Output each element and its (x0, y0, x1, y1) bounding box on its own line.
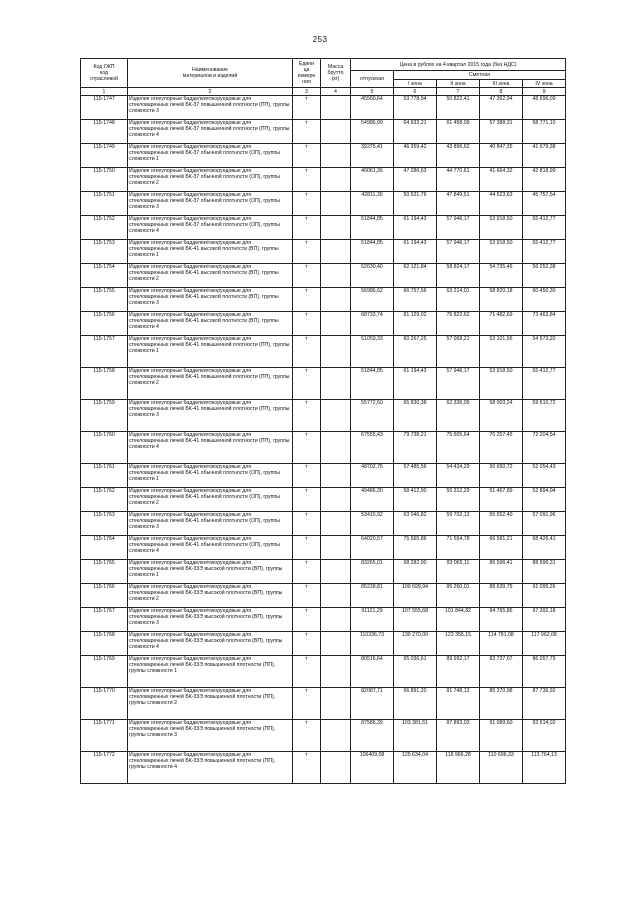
cell-name: Изделия огнеупорные бадделеитокорундовые для стекловаренных печей БК-41 обычной плотности (ОП), группы сложности 2 (128, 488, 293, 512)
cell-zone-2-price: 50 822,41 (437, 96, 480, 120)
cell-zone-1-price: 64 933,21 (394, 120, 437, 144)
cell-zone-4-price: 86 057,79 (523, 656, 566, 688)
header-name-line: материалов и изделий (182, 73, 238, 79)
cell-code: 115-1755 (81, 288, 128, 312)
cell-unit: т (293, 336, 321, 368)
cell-zone-2-price: 44 770,61 (437, 168, 480, 192)
cell-name: Изделия огнеупорные бадделеитокорундовые для стекловаренных печей БК-41 высокой плотности (ВП), группы сложности 1 (128, 240, 293, 264)
header-code-line: Код ОКП (93, 64, 115, 70)
cell-name: Изделия огнеупорные бадделеитокорундовые для стекловаренных печей БК-41 обычной плотности (ОП), группы сложности 1 (128, 464, 293, 488)
cell-zone-3-price: 54 735,46 (480, 264, 523, 288)
cell-unit: т (293, 608, 321, 632)
cell-mass (321, 584, 351, 608)
cell-zone-1-price: 103 381,51 (394, 720, 437, 752)
header-code-line: код (99, 70, 109, 76)
price-table (80, 58, 566, 784)
cell-release-price: 42811,30 (351, 192, 394, 216)
cell-zone-3-price: 41 664,32 (480, 168, 523, 192)
cell-zone-3-price: 53 101,56 (480, 336, 523, 368)
header-code-line: отраслевой (90, 76, 118, 82)
cell-zone-1-price: 57 485,56 (394, 464, 437, 488)
cell-zone-1-price: 60 267,25 (394, 336, 437, 368)
column-number: 7 (437, 88, 480, 96)
header-unit (293, 59, 321, 88)
cell-zone-2-price: 76 822,62 (437, 312, 480, 336)
cell-unit: т (293, 432, 321, 464)
cell-unit: т (293, 720, 321, 752)
cell-zone-4-price: 59 610,72 (523, 400, 566, 432)
cell-release-price: 110336,73 (351, 632, 394, 656)
cell-zone-4-price: 97 392,18 (523, 608, 566, 632)
cell-mass (321, 608, 351, 632)
cell-zone-1-price: 79 738,21 (394, 432, 437, 464)
cell-zone-2-price: 57 946,17 (437, 216, 480, 240)
cell-name: Изделия огнеупорные бадделеитокорундовые для стекловаренных печей БК-37 повышенной плотности (ПП), группы сложности 3 (128, 96, 293, 120)
cell-name: Изделия огнеупорные бадделеитокорундовые для стекловаренных печей БК-41 высокой плотности (ВП), группы сложности 2 (128, 264, 293, 288)
cell-zone-4-price: 57 091,96 (523, 512, 566, 536)
cell-name: Изделия огнеупорные бадделеитокорундовые для стекловаренных печей БК-37 обычной плотности (ОП), группы сложности 1 (128, 144, 293, 168)
cell-unit: т (293, 488, 321, 512)
cell-name: Изделия огнеупорные бадделеитокорундовые для стекловаренных печей БК-33Э повышенной плотности (ПП), группы сложности 3 (128, 720, 293, 752)
cell-zone-1-price: 61 194,43 (394, 240, 437, 264)
cell-code: 115-1754 (81, 264, 128, 288)
header-unit-line: ца (303, 67, 310, 73)
cell-unit: т (293, 584, 321, 608)
cell-zone-1-price: 95 036,61 (394, 656, 437, 688)
cell-release-price: 67555,43 (351, 432, 394, 464)
cell-zone-2-price: 91 748,13 (437, 688, 480, 720)
header-name-line: Наименование (192, 67, 228, 73)
cell-unit: т (293, 752, 321, 784)
cell-zone-3-price: 57 388,31 (480, 120, 523, 144)
table-row (81, 168, 566, 192)
cell-release-price: 91121,29 (351, 608, 394, 632)
table-row (81, 288, 566, 312)
cell-zone-2-price: 59 702,13 (437, 512, 480, 536)
cell-name: Изделия огнеупорные бадделеитокорундовые для стекловаренных печей БК-41 высокой плотности (ВП), группы сложности 3 (128, 288, 293, 312)
cell-mass (321, 288, 351, 312)
cell-name: Изделия огнеупорные бадделеитокорундовые для стекловаренных печей БК-41 обычной плотности (ОП), группы сложности 4 (128, 536, 293, 560)
cell-zone-2-price: 57 946,17 (437, 240, 480, 264)
cell-release-price: 68733,74 (351, 312, 394, 336)
cell-zone-4-price: 45 757,54 (523, 192, 566, 216)
cell-unit: т (293, 240, 321, 264)
cell-zone-1-price: 96 891,20 (394, 688, 437, 720)
header-unit-line: Едини (298, 61, 315, 67)
cell-zone-3-price: 110 696,33 (480, 752, 523, 784)
cell-zone-2-price: 75 505,64 (437, 432, 480, 464)
cell-zone-2-price: 123 355,15 (437, 632, 480, 656)
cell-mass (321, 656, 351, 688)
cell-code: 115-1747 (81, 96, 128, 120)
column-number: 2 (128, 88, 293, 96)
cell-zone-4-price: 41 979,38 (523, 144, 566, 168)
cell-mass (321, 192, 351, 216)
cell-release-price: 51844,85 (351, 216, 394, 240)
cell-unit: т (293, 216, 321, 240)
cell-code: 115-1750 (81, 168, 128, 192)
cell-zone-4-price: 42 818,99 (523, 168, 566, 192)
table-row (81, 264, 566, 288)
cell-zone-3-price: 94 765,86 (480, 608, 523, 632)
cell-release-price: 55772,50 (351, 400, 394, 432)
table-row (81, 400, 566, 432)
cell-mass (321, 464, 351, 488)
cell-zone-1-price: 98 282,00 (394, 560, 437, 584)
cell-zone-1-price: 61 194,43 (394, 368, 437, 400)
cell-mass (321, 488, 351, 512)
column-number: 9 (523, 88, 566, 96)
page-number: 253 (312, 35, 328, 44)
cell-release-price: 56986,62 (351, 288, 394, 312)
table-row (81, 488, 566, 512)
cell-release-price: 49486,30 (351, 488, 394, 512)
header-zone-3: III зона (480, 80, 523, 88)
cell-name: Изделия огнеупорные бадделеитокорундовые для стекловаренных печей БК-41 повышенной плотности (ПП), группы сложности 2 (128, 368, 293, 400)
cell-zone-4-price: 87 736,92 (523, 688, 566, 720)
column-number: 3 (293, 88, 321, 96)
cell-unit: т (293, 656, 321, 688)
cell-zone-3-price: 50 650,72 (480, 464, 523, 488)
cell-zone-2-price: 43 896,62 (437, 144, 480, 168)
table-row (81, 368, 566, 400)
header-release: отпускная (351, 71, 394, 88)
table-row (81, 96, 566, 120)
cell-code: 115-1770 (81, 688, 128, 720)
cell-code: 115-1760 (81, 432, 128, 464)
cell-zone-4-price: 91 095,26 (523, 584, 566, 608)
cell-zone-1-price: 53 778,94 (394, 96, 437, 120)
cell-zone-2-price: 62 336,05 (437, 400, 480, 432)
cell-code: 115-1771 (81, 720, 128, 752)
cell-release-price: 51844,85 (351, 368, 394, 400)
cell-mass (321, 720, 351, 752)
cell-unit: т (293, 400, 321, 432)
cell-zone-1-price: 65 830,38 (394, 400, 437, 432)
header-mass (321, 59, 351, 88)
cell-code: 115-1757 (81, 336, 128, 368)
header-name (128, 59, 293, 88)
table-row (81, 336, 566, 368)
cell-unit: т (293, 144, 321, 168)
column-numbers-row (81, 88, 566, 96)
cell-zone-4-price: 88 996,31 (523, 560, 566, 584)
header-zone-1: I зона (394, 80, 437, 88)
header-unit-line: измере (297, 73, 316, 79)
cell-release-price: 48702,75 (351, 464, 394, 488)
cell-mass (321, 312, 351, 336)
cell-zone-1-price: 107 555,68 (394, 608, 437, 632)
cell-zone-3-price: 66 581,21 (480, 536, 523, 560)
cell-name: Изделия огнеупорные бадделеитокорундовые для стекловаренных печей БК-41 повышенной плотности (ПП), группы сложности 4 (128, 432, 293, 464)
cell-zone-4-price: 55 412,77 (523, 240, 566, 264)
header-mass-line: Масса (327, 64, 344, 70)
cell-zone-1-price: 62 121,84 (394, 264, 437, 288)
cell-unit: т (293, 264, 321, 288)
cell-mass (321, 632, 351, 656)
cell-zone-3-price: 53 918,50 (480, 240, 523, 264)
cell-release-price: 106409,08 (351, 752, 394, 784)
table-row (81, 240, 566, 264)
cell-code: 115-1772 (81, 752, 128, 784)
table-row (81, 216, 566, 240)
cell-zone-2-price: 61 458,09 (437, 120, 480, 144)
cell-name: Изделия огнеупорные бадделеитокорундовые для стекловаренных печей БК-37 повышенной плотности (ПП), группы сложности 4 (128, 120, 293, 144)
cell-unit: т (293, 168, 321, 192)
cell-release-price: 45560,64 (351, 96, 394, 120)
column-number: 8 (480, 88, 523, 96)
header-mass-line: брутто (327, 70, 344, 76)
cell-zone-3-price: 44 523,63 (480, 192, 523, 216)
cell-mass (321, 144, 351, 168)
cell-mass (321, 368, 351, 400)
cell-name: Изделия огнеупорные бадделеитокорундовые для стекловаренных печей БК-33Э высокой плотности (ВП), группы сложности 2 (128, 584, 293, 608)
cell-mass (321, 96, 351, 120)
cell-release-price: 40061,36 (351, 168, 394, 192)
table-row (81, 512, 566, 536)
cell-release-price: 64020,57 (351, 536, 394, 560)
cell-zone-3-price: 53 918,50 (480, 216, 523, 240)
cell-zone-1-price: 47 286,63 (394, 168, 437, 192)
cell-name: Изделия огнеупорные бадделеитокорундовые для стекловаренных печей БК-33Э повышенной плотности (ПП), группы сложности 2 (128, 688, 293, 720)
table-row (81, 464, 566, 488)
cell-code: 115-1756 (81, 312, 128, 336)
cell-zone-1-price: 58 412,90 (394, 488, 437, 512)
cell-unit: т (293, 192, 321, 216)
cell-release-price: 54986,99 (351, 120, 394, 144)
cell-zone-4-price: 52 054,43 (523, 464, 566, 488)
cell-zone-4-price: 52 894,04 (523, 488, 566, 512)
cell-zone-3-price: 58 820,18 (480, 288, 523, 312)
column-number: 4 (321, 88, 351, 96)
cell-zone-1-price: 75 565,86 (394, 536, 437, 560)
cell-zone-2-price: 57 946,17 (437, 368, 480, 400)
cell-zone-2-price: 101 844,82 (437, 608, 480, 632)
cell-code: 115-1763 (81, 512, 128, 536)
cell-code: 115-1764 (81, 536, 128, 560)
cell-zone-3-price: 40 847,35 (480, 144, 523, 168)
cell-release-price: 52630,40 (351, 264, 394, 288)
cell-mass (321, 560, 351, 584)
cell-zone-3-price: 114 781,08 (480, 632, 523, 656)
cell-zone-3-price: 71 482,69 (480, 312, 523, 336)
cell-zone-4-price: 60 450,30 (523, 288, 566, 312)
cell-release-price: 82087,71 (351, 688, 394, 720)
cell-mass (321, 264, 351, 288)
cell-zone-4-price: 93 614,02 (523, 720, 566, 752)
cell-name: Изделия огнеупорные бадделеитокорундовые для стекловаренных печей БК-37 обычной плотности (ОП), группы сложности 3 (128, 192, 293, 216)
cell-zone-3-price: 53 918,50 (480, 368, 523, 400)
table-row (81, 312, 566, 336)
table-body (81, 96, 566, 784)
cell-zone-1-price: 50 531,76 (394, 192, 437, 216)
cell-name: Изделия огнеупорные бадделеитокорундовые для стекловаренных печей БК-41 повышенной плотности (ПП), группы сложности 3 (128, 400, 293, 432)
cell-zone-1-price: 66 757,56 (394, 288, 437, 312)
cell-zone-1-price: 81 129,02 (394, 312, 437, 336)
cell-release-price: 51844,85 (351, 240, 394, 264)
cell-mass (321, 688, 351, 720)
cell-zone-4-price: 55 412,77 (523, 368, 566, 400)
cell-zone-1-price: 46 359,42 (394, 144, 437, 168)
cell-release-price: 83265,01 (351, 560, 394, 584)
cell-zone-2-price: 63 214,01 (437, 288, 480, 312)
table-row (81, 752, 566, 784)
cell-mass (321, 512, 351, 536)
cell-zone-1-price: 63 046,82 (394, 512, 437, 536)
cell-zone-4-price: 58 771,10 (523, 120, 566, 144)
table-row (81, 560, 566, 584)
cell-zone-4-price: 72 204,54 (523, 432, 566, 464)
cell-unit: т (293, 688, 321, 720)
cell-zone-2-price: 58 824,17 (437, 264, 480, 288)
cell-zone-3-price: 51 467,89 (480, 488, 523, 512)
cell-zone-3-price: 85 370,98 (480, 688, 523, 720)
cell-zone-3-price: 55 552,40 (480, 512, 523, 536)
cell-mass (321, 336, 351, 368)
cell-code: 115-1759 (81, 400, 128, 432)
cell-release-price: 87586,39 (351, 720, 394, 752)
cell-zone-4-price: 56 252,38 (523, 264, 566, 288)
cell-code: 115-1752 (81, 216, 128, 240)
cell-release-price: 80516,64 (351, 656, 394, 688)
cell-code: 115-1768 (81, 632, 128, 656)
table-row (81, 432, 566, 464)
cell-zone-3-price: 47 362,94 (480, 96, 523, 120)
table-row (81, 536, 566, 560)
cell-mass (321, 168, 351, 192)
cell-unit: т (293, 96, 321, 120)
cell-code: 115-1762 (81, 488, 128, 512)
cell-zone-3-price: 88 639,75 (480, 584, 523, 608)
cell-code: 115-1749 (81, 144, 128, 168)
cell-zone-3-price: 86 596,41 (480, 560, 523, 584)
cell-release-price: 51059,33 (351, 336, 394, 368)
cell-code: 115-1765 (81, 560, 128, 584)
cell-code: 115-1761 (81, 464, 128, 488)
cell-name: Изделия огнеупорные бадделеитокорундовые для стекловаренных печей БК-37 обычной плотности (ОП), группы сложности 4 (128, 216, 293, 240)
cell-zone-1-price: 130 270,00 (394, 632, 437, 656)
cell-zone-4-price: 68 426,41 (523, 536, 566, 560)
cell-code: 115-1758 (81, 368, 128, 400)
cell-zone-2-price: 118 966,28 (437, 752, 480, 784)
table-row (81, 608, 566, 632)
cell-code: 115-1767 (81, 608, 128, 632)
column-number: 5 (351, 88, 394, 96)
cell-mass (321, 120, 351, 144)
cell-zone-3-price: 70 257,45 (480, 432, 523, 464)
table-row (81, 120, 566, 144)
cell-code: 115-1769 (81, 656, 128, 688)
cell-zone-2-price: 89 992,17 (437, 656, 480, 688)
cell-release-price: 39275,41 (351, 144, 394, 168)
cell-zone-2-price: 55 312,29 (437, 488, 480, 512)
cell-zone-2-price: 57 068,21 (437, 336, 480, 368)
cell-unit: т (293, 536, 321, 560)
header-zone-2: II зона (437, 80, 480, 88)
cell-unit: т (293, 120, 321, 144)
cell-mass (321, 752, 351, 784)
cell-zone-4-price: 113 764,13 (523, 752, 566, 784)
header-mass-line: (кг) (331, 76, 340, 82)
cell-name: Изделия огнеупорные бадделеитокорундовые для стекловаренных печей БК-33Э высокой плотности (ВП), группы сложности 3 (128, 608, 293, 632)
cell-unit: т (293, 512, 321, 536)
cell-code: 115-1748 (81, 120, 128, 144)
table-row (81, 192, 566, 216)
cell-mass (321, 536, 351, 560)
cell-unit: т (293, 560, 321, 584)
table-header (81, 59, 566, 96)
cell-zone-2-price: 97 893,03 (437, 720, 480, 752)
cell-zone-4-price: 48 696,09 (523, 96, 566, 120)
cell-code: 115-1753 (81, 240, 128, 264)
cell-name: Изделия огнеупорные бадделеитокорундовые для стекловаренных печей БК-33Э высокой плотности (ВП), группы сложности 1 (128, 560, 293, 584)
cell-code: 115-1766 (81, 584, 128, 608)
cell-zone-1-price: 125 634,04 (394, 752, 437, 784)
cell-mass (321, 216, 351, 240)
cell-release-price: 85228,81 (351, 584, 394, 608)
header-code (81, 59, 128, 88)
cell-code: 115-1751 (81, 192, 128, 216)
cell-zone-4-price: 73 463,84 (523, 312, 566, 336)
cell-zone-2-price: 71 554,78 (437, 536, 480, 560)
cell-unit: т (293, 632, 321, 656)
cell-zone-1-price: 100 599,94 (394, 584, 437, 608)
cell-zone-3-price: 91 089,60 (480, 720, 523, 752)
header-zone-4: IV зона (523, 80, 566, 88)
cell-unit: т (293, 312, 321, 336)
cell-zone-4-price: 117 962,08 (523, 632, 566, 656)
table-row (81, 632, 566, 656)
cell-zone-4-price: 55 412,77 (523, 216, 566, 240)
cell-zone-2-price: 95 260,01 (437, 584, 480, 608)
cell-name: Изделия огнеупорные бадделеитокорундовые для стекловаренных печей БК-33Э повышенной плотности (ПП), группы сложности 1 (128, 656, 293, 688)
cell-name: Изделия огнеупорные бадделеитокорундовые для стекловаренных печей БК-41 повышенной плотности (ПП), группы сложности 1 (128, 336, 293, 368)
cell-unit: т (293, 288, 321, 312)
cell-zone-2-price: 93 065,11 (437, 560, 480, 584)
cell-unit: т (293, 368, 321, 400)
header-unit-line: ния (302, 79, 311, 85)
column-number: 6 (394, 88, 437, 96)
cell-zone-4-price: 54 573,20 (523, 336, 566, 368)
cell-zone-3-price: 83 737,07 (480, 656, 523, 688)
cell-name: Изделия огнеупорные бадделеитокорундовые для стекловаренных печей БК-33Э повышенной плотности (ПП), группы сложности 4 (128, 752, 293, 784)
cell-name: Изделия огнеупорные бадделеитокорундовые для стекловаренных печей БК-37 обычной плотности (ОП), группы сложности 2 (128, 168, 293, 192)
header-estimate: Сметная (394, 71, 566, 80)
cell-zone-2-price: 54 434,29 (437, 464, 480, 488)
cell-name: Изделия огнеупорные бадделеитокорундовые для стекловаренных печей БК-41 обычной плотности (ОП), группы сложности 3 (128, 512, 293, 536)
table-row (81, 688, 566, 720)
cell-mass (321, 432, 351, 464)
cell-zone-3-price: 58 003,24 (480, 400, 523, 432)
cell-name: Изделия огнеупорные бадделеитокорундовые для стекловаренных печей БК-33Э высокой плотности (ВП), группы сложности 4 (128, 632, 293, 656)
header-price-title: Цена в рублях на 4 квартал 2015 года (без НДС) (351, 59, 566, 71)
table-row (81, 720, 566, 752)
cell-mass (321, 400, 351, 432)
cell-name: Изделия огнеупорные бадделеитокорундовые для стекловаренных печей БК-41 высокой плотности (ВП), группы сложности 4 (128, 312, 293, 336)
cell-unit: т (293, 464, 321, 488)
cell-mass (321, 240, 351, 264)
table-row (81, 584, 566, 608)
table-row (81, 656, 566, 688)
cell-zone-2-price: 47 849,51 (437, 192, 480, 216)
cell-release-price: 53415,92 (351, 512, 394, 536)
column-number: 1 (81, 88, 128, 96)
cell-zone-1-price: 61 194,43 (394, 216, 437, 240)
table-row (81, 144, 566, 168)
